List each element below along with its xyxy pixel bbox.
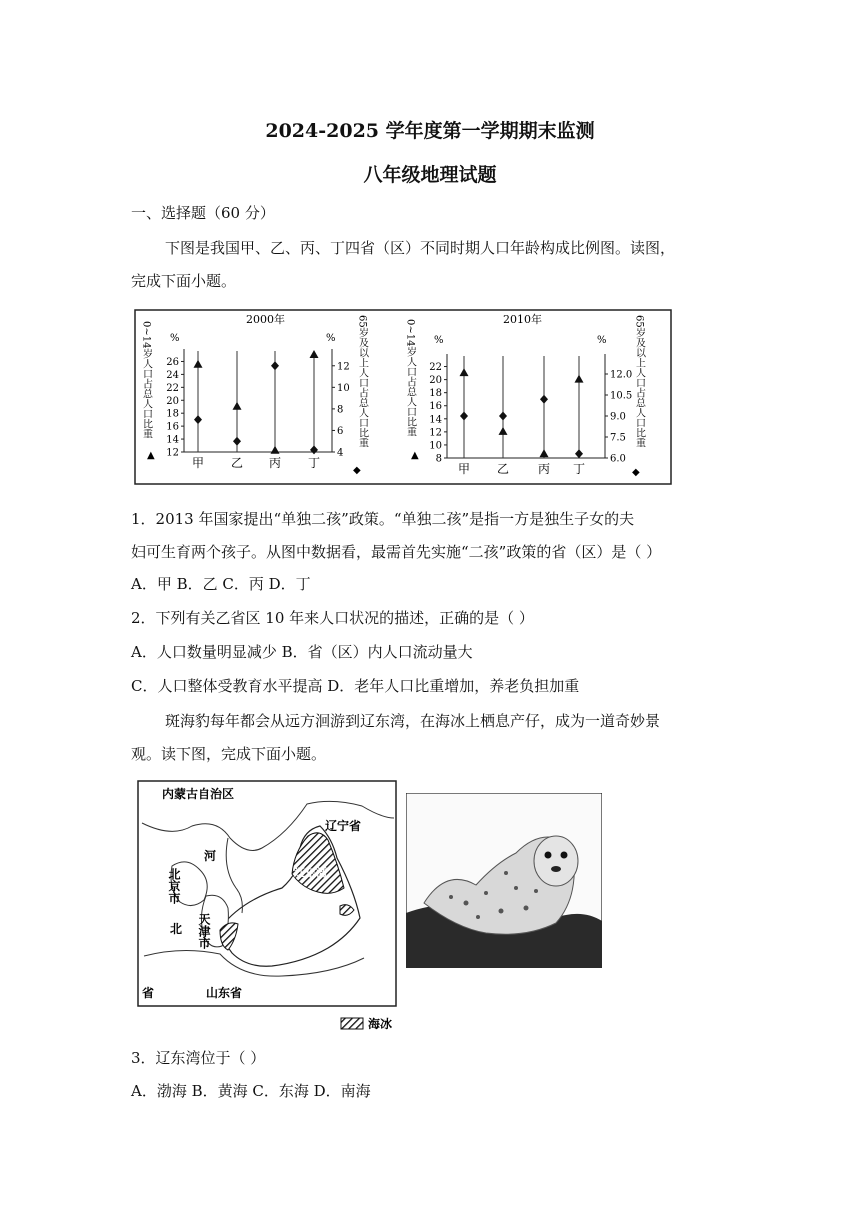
left-tick-label: 24 — [166, 369, 179, 381]
category-label: 丙 — [268, 456, 282, 470]
seal-head — [534, 836, 578, 886]
category-label: 乙 — [230, 456, 244, 470]
seal-nose — [551, 866, 561, 872]
label-he: 河 — [204, 849, 217, 863]
left-tick-label: 22 — [429, 362, 442, 374]
q2-options-1: A．人口数量明显减少 B．省（区）内人口流动量大 — [131, 643, 473, 661]
panel-title-2010: 2010年 — [503, 313, 542, 326]
q3-options: A．渤海 B．黄海 C．东海 D．南海 — [131, 1082, 371, 1100]
right-marker-2010: ◆ — [632, 467, 640, 478]
left-tick-label: 14 — [429, 414, 442, 426]
left-tick-label: 16 — [429, 401, 442, 413]
intro1-line1: 下图是我国甲、乙、丙、丁四省（区）不同时期人口年龄构成比例图。读图， — [165, 239, 676, 257]
left-tick-label: 26 — [166, 356, 179, 368]
panel-title-2000: 2000年 — [246, 313, 285, 326]
right-tick-label: 4 — [337, 447, 344, 459]
left-tick-label: 16 — [166, 421, 179, 433]
label-shandong: 山东省 — [206, 986, 243, 1000]
right-tick-label: 12.0 — [610, 369, 633, 381]
seal-photo — [406, 793, 602, 968]
left-unit-2000: % — [170, 333, 180, 344]
left-tick-label: 10 — [429, 440, 442, 452]
label-liaoning: 辽宁省 — [325, 819, 362, 833]
right-tick-label: 10 — [337, 382, 350, 394]
seal-eye-right — [561, 852, 568, 859]
left-tick-label: 22 — [166, 382, 179, 394]
q1-stem-line1: 1．2013 年国家提出“单独二孩”政策。“单独二孩”是指一方是独生子女的夫 — [131, 510, 635, 528]
left-tick-label: 20 — [166, 395, 179, 407]
intro1-line2: 完成下面小题。 — [131, 272, 237, 290]
q2-options-2: C．人口整体受教育水平提高 D．老年人口比重增加，养老负担加重 — [131, 677, 580, 695]
label-sheng: 省 — [142, 986, 155, 1000]
left-tick-label: 12 — [429, 427, 442, 439]
right-tick-label: 9.0 — [610, 411, 626, 423]
right-unit-2000: % — [326, 333, 336, 344]
label-bei: 北 — [170, 922, 183, 936]
q3-stem: 3．辽东湾位于（ ） — [131, 1049, 266, 1067]
left-axis-label-2000: 0~14岁人口占总人口比重 — [140, 321, 152, 439]
q2-stem: 2．下列有关乙省区 10 年来人口状况的描述，正确的是（ ） — [131, 609, 534, 627]
right-axis-label-2000: 65岁及以上人口占总人口比重 — [356, 315, 368, 448]
q1-options: A．甲 B．乙 C．丙 D．丁 — [131, 575, 311, 593]
left-axis-label-2010: 0~14岁人口占总人口比重 — [404, 319, 416, 437]
label-beijing: 北京市 — [167, 868, 181, 904]
legend-label: 海冰 — [368, 1017, 393, 1031]
left-tick-label: 8 — [435, 453, 442, 465]
seal-eye-left — [545, 852, 552, 859]
page-subtitle: 八年级地理试题 — [363, 164, 497, 186]
right-unit-2010: % — [597, 335, 607, 346]
left-marker-2010: ▲ — [411, 450, 419, 461]
right-tick-label: 12 — [337, 361, 350, 373]
right-tick-label: 6.0 — [610, 453, 626, 465]
intro2-line2: 观。读下图，完成下面小题。 — [131, 745, 327, 763]
intro2-line1: 斑海豹每年都会从远方洄游到辽东湾，在海冰上栖息产仔，成为一道奇妙景 — [165, 712, 661, 730]
left-tick-label: 20 — [429, 375, 442, 387]
right-axis-label-2010: 65岁及以上人口占总人口比重 — [633, 315, 645, 448]
left-tick-label: 18 — [166, 408, 179, 420]
right-tick-label: 8 — [337, 404, 344, 416]
left-tick-label: 14 — [166, 434, 179, 446]
category-label: 乙 — [496, 462, 510, 476]
right-tick-label: 10.5 — [610, 390, 633, 402]
left-marker-2000: ▲ — [147, 450, 155, 461]
q1-stem-line2: 妇可生育两个孩子。从图中数据看，最需首先实施“二孩”政策的省（区）是（ ） — [131, 543, 662, 561]
left-tick-label: 18 — [429, 388, 442, 400]
section-heading: 一、选择题（60 分） — [131, 204, 275, 222]
population-age-chart — [134, 309, 672, 485]
legend-swatch — [341, 1018, 363, 1029]
left-unit-2010: % — [434, 335, 444, 346]
category-label: 甲 — [191, 456, 205, 470]
category-label: 甲 — [457, 462, 471, 476]
right-tick-label: 7.5 — [610, 432, 626, 444]
label-liaodongwan: 辽东湾 — [294, 866, 327, 879]
category-label: 丁 — [307, 456, 321, 470]
category-label: 丙 — [537, 462, 551, 476]
right-tick-label: 6 — [337, 425, 344, 437]
right-marker-2000: ◆ — [353, 465, 361, 476]
label-neimenggu: 内蒙古自治区 — [162, 787, 235, 801]
left-tick-label: 12 — [166, 447, 179, 459]
category-label: 丁 — [572, 462, 586, 476]
liaodong-bay-map — [132, 778, 402, 1033]
page-title: 2024-2025 学年度第一学期期末监测 — [265, 120, 595, 142]
label-tianjin: 天津市 — [197, 913, 211, 949]
